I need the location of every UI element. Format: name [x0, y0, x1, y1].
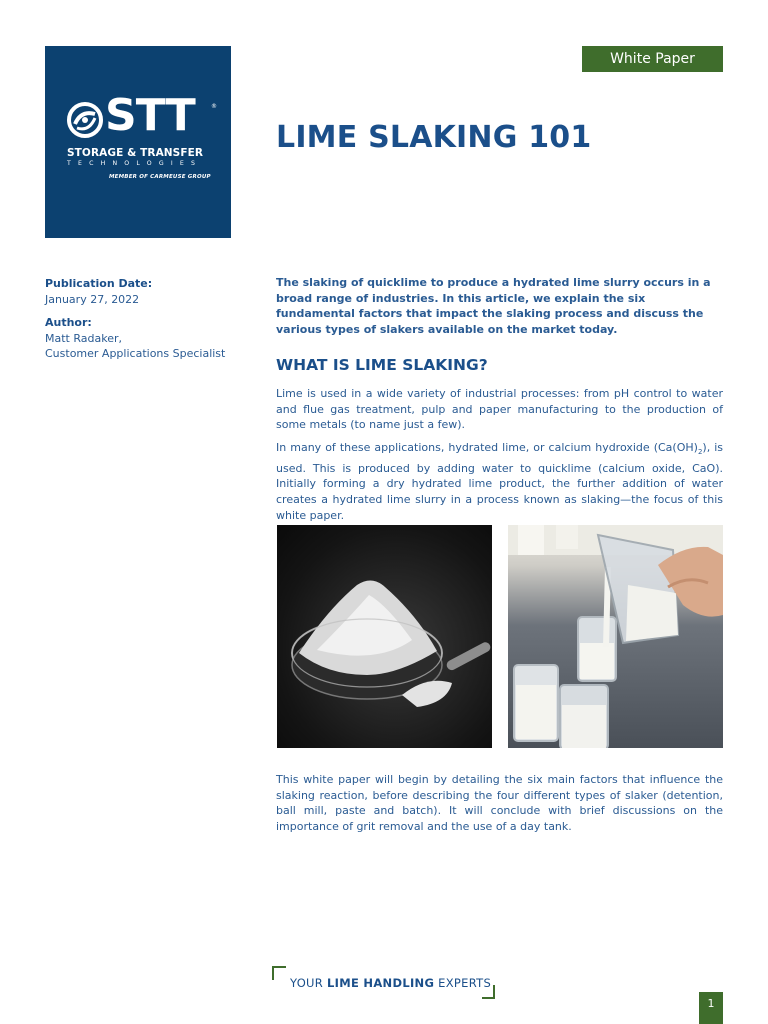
body-paragraph-1: Lime is used in a wide variety of industrial processes: from pH control to water and flue gas treatment, pulp and paper manufacturing to the production of some metals (to name just a few). [276, 387, 723, 432]
logo-tagline-storage: STORAGE & TRANSFER [67, 147, 204, 159]
para2-subscript: 2 [697, 448, 703, 457]
logo-wordmark: STT [105, 90, 195, 141]
registered-mark: ® [211, 103, 217, 110]
pouring-slurry-illustration [508, 525, 723, 748]
footer-word-experts: EXPERTS [434, 976, 492, 990]
body-paragraph-2 [276, 440, 723, 523]
page-title: LIME SLAKING 101 [276, 120, 592, 155]
publication-meta [45, 276, 245, 362]
intro-paragraph: The slaking of quicklime to produce a hydrated lime slurry occurs in a broad range of industries. In this article, we explain the six fundamental factors that impact the slaking process and discuss the various types of slakers available on the market today. [276, 276, 711, 336]
author-label: Author: [45, 316, 92, 329]
photo-pouring-lime-slurry [508, 525, 723, 748]
section-heading: WHAT IS LIME SLAKING? [276, 356, 488, 374]
publication-date-value: January 27, 2022 [45, 292, 140, 306]
stt-emblem-icon [67, 102, 103, 138]
page-number: 1 [699, 992, 723, 1024]
author-role: Customer Applications Specialist [45, 347, 226, 360]
para2-start: In many of these applications, hydrated lime, or calcium hydroxide (Ca(OH) [276, 441, 698, 454]
photo-lime-powder-dish [277, 525, 492, 748]
footer-word-lime-handling: LIME HANDLING [327, 976, 435, 990]
publication-date-label: Publication Date: [45, 277, 153, 290]
para2-end: ), is used. This is produced by adding water to quicklime (calcium oxide, CaO). Initially forming a dry hydrated lime product, the further addition of water creates a hydrated lime slurry in a process known as slaking—the focus of this white paper. [276, 441, 724, 522]
footer-tagline-text [290, 976, 491, 990]
logo-member-note: MEMBER OF CARMEUSE GROUP [109, 174, 211, 180]
company-logo [45, 46, 231, 238]
footer-tagline [272, 966, 496, 1000]
footer-word-your: YOUR [290, 976, 328, 990]
document-type-badge: White Paper [582, 46, 723, 72]
logo-tagline-technologies: TECHNOLOGIES [67, 160, 203, 167]
lime-powder-dish-illustration [277, 525, 492, 748]
author-name: Matt Radaker, [45, 331, 122, 345]
body-paragraph-3: This white paper will begin by detailing the six main factors that influence the slaking reaction, before describing the four different types of slaker (detention, ball mill, paste and batch). It will conclude with brief discussions on the importance of grit removal and the use of a day tank. [276, 773, 723, 833]
